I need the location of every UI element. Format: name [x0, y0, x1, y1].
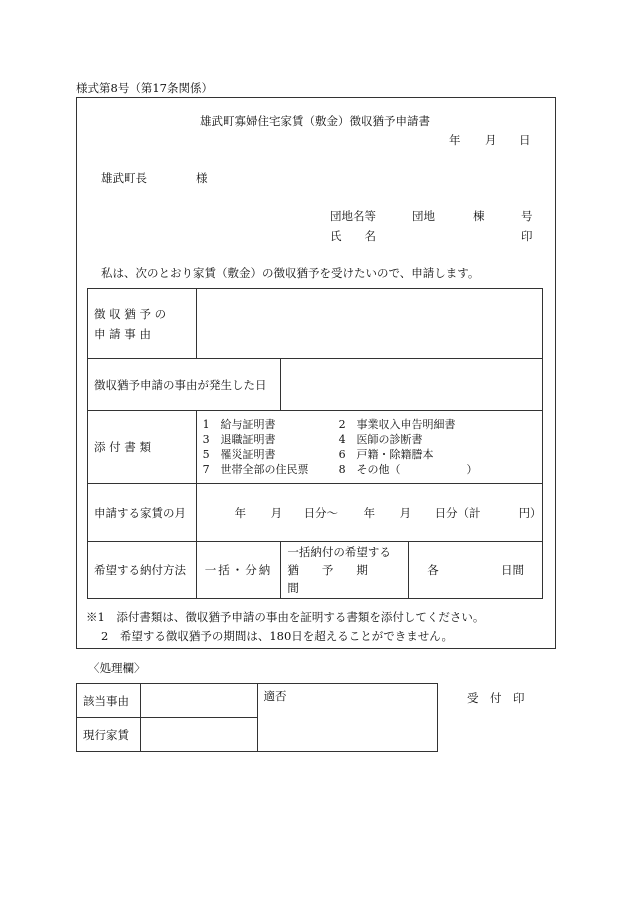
room-unit: 号	[521, 209, 533, 223]
date-row	[88, 359, 543, 411]
payment-row	[88, 542, 543, 599]
reason-field[interactable]	[196, 289, 542, 359]
date-year: 年	[449, 133, 461, 147]
building-unit: 棟	[473, 209, 485, 223]
attachment-item: 6 戸籍・除籍謄本	[338, 447, 434, 461]
approval-label: 適否	[263, 689, 287, 703]
danchi-label: 団地名等	[330, 209, 376, 223]
addressee-suffix: 様	[196, 171, 208, 185]
current-rent-label: 現行家賃	[77, 718, 141, 752]
month-field[interactable]	[196, 484, 542, 542]
reason-label-line2: 申 請 事 由	[94, 326, 151, 341]
lump-period-label	[281, 542, 409, 599]
current-rent-field[interactable]	[140, 718, 257, 752]
reason-row	[88, 289, 543, 359]
attachment-item: 2 事業収入申告明細書	[338, 417, 456, 431]
month-y1: 年	[234, 505, 247, 520]
occurrence-date-label: 徴収猶予申請の事由が発生した日	[88, 359, 281, 411]
month-m2: 月	[399, 505, 412, 520]
name-label: 氏 名	[330, 229, 376, 243]
attachments-label: 添 付 書 類	[88, 411, 197, 484]
month-row	[88, 484, 543, 542]
date-day: 日	[519, 133, 531, 147]
danchi-unit: 団地	[412, 209, 435, 223]
processing-table	[76, 683, 438, 752]
form-number: 様式第8号（第17条関係）	[76, 81, 213, 95]
reason-label-line1: 徴 収 猶 予 の	[94, 306, 167, 321]
attachment-item: 5 罹災証明書	[202, 447, 276, 461]
month-m1: 月	[270, 505, 283, 520]
application-table	[87, 288, 543, 599]
lump-period-label-line1: 一括納付の希望する	[287, 545, 391, 559]
lump-period-field[interactable]	[409, 542, 543, 599]
attachment-item: 7 世帯全部の住民票	[202, 462, 309, 476]
attachment-item: 1 給与証明書	[202, 417, 276, 431]
attachment-item: 4 医師の診断書	[338, 432, 423, 446]
note-1: ※1 添付書類は、徴収猶予申請の事由を証明する書類を添付してください。	[86, 610, 485, 624]
processing-row-1	[77, 684, 438, 718]
each-label: 各	[427, 563, 439, 577]
month-yen: 円）	[518, 505, 542, 520]
month-label: 申請する家賃の月	[88, 484, 197, 542]
occurrence-date-field[interactable]	[281, 359, 543, 411]
attachments-row	[88, 411, 543, 484]
approval-cell[interactable]	[257, 684, 438, 752]
addressee-name: 雄武町長	[101, 171, 147, 185]
note-2: 2 希望する徴収猶予の期間は、180日を超えることができません。	[101, 629, 453, 643]
month-d1: 日分～	[303, 505, 339, 520]
date-month: 月	[485, 133, 497, 147]
payment-label: 希望する納付方法	[88, 542, 197, 599]
attachments-list	[196, 411, 542, 484]
days-label: 日間	[501, 563, 524, 577]
statement: 私は、次のとおり家賃（敷金）の徴収猶予を受けたいので、申請します。	[101, 266, 480, 280]
lump-period-label-line2: 猶 予 期 間	[287, 563, 391, 595]
seal-mark: 印	[521, 229, 533, 243]
month-d2: 日分（計	[434, 505, 481, 520]
reason-label	[88, 289, 197, 359]
processing-title: 〈処理欄〉	[88, 661, 146, 675]
attachment-item: 8 その他（ ）	[338, 462, 478, 476]
reason-code-label: 該当事由	[77, 684, 141, 718]
payment-method[interactable]: 一括・分納	[196, 542, 281, 599]
attachment-item: 3 退職証明書	[202, 432, 276, 446]
form-title: 雄武町寡婦住宅家賃（敷金）徴収猶予申請書	[200, 114, 430, 128]
reception-stamp-label: 受 付 印	[467, 691, 525, 705]
reason-code-field[interactable]	[140, 684, 257, 718]
month-y2: 年	[363, 505, 376, 520]
